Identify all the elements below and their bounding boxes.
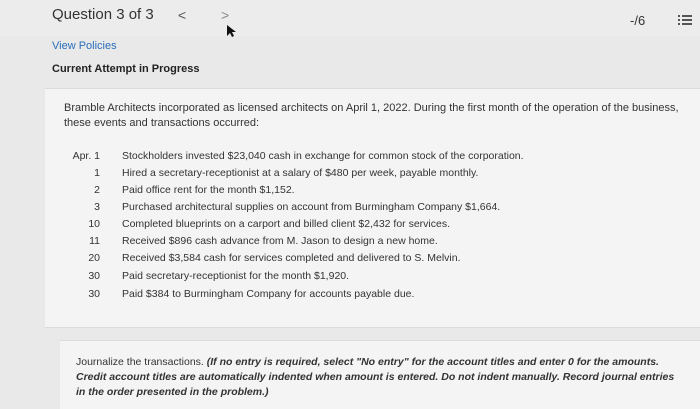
transaction-date: 10 xyxy=(88,218,100,230)
transaction-text: Hired a secretary-receptionist at a salary of $480 per week, payable monthly. xyxy=(122,167,479,179)
transaction-text: Completed blueprints on a carport and billed client $2,432 for services. xyxy=(122,218,451,230)
transaction-date: 2 xyxy=(94,184,100,196)
question-list-icon[interactable] xyxy=(678,14,692,26)
transaction-text: Paid office rent for the month $1,152. xyxy=(122,184,295,196)
transaction-date: 3 xyxy=(94,201,100,213)
question-title: Question 3 of 3 xyxy=(52,6,154,23)
score-display: -/6 xyxy=(630,13,646,28)
instructions-italic: (If no entry is required, select "No entry" for the account titles and enter 0 for the amounts. Credit account titles are automatically indented when amount is entered. Do not indent manually. Record journal entries in the order presented in the problem.) xyxy=(76,356,675,398)
mouse-cursor-icon xyxy=(226,24,238,38)
transaction-text: Stockholders invested $23,040 cash in exchange for common stock of the corporation. xyxy=(122,150,524,162)
instructions-text xyxy=(76,355,676,400)
transaction-date: 30 xyxy=(88,270,100,282)
transaction-text: Received $896 cash advance from M. Jason to design a new home. xyxy=(122,235,438,247)
transaction-text: Received $3,584 cash for services completed and delivered to S. Melvin. xyxy=(122,252,461,264)
transaction-text: Paid $384 to Burmingham Company for accounts payable due. xyxy=(122,288,415,300)
transaction-date: 1 xyxy=(94,167,100,179)
next-question-button[interactable]: > xyxy=(221,7,230,23)
transaction-date: Apr. 1 xyxy=(72,150,100,162)
view-policies-link[interactable]: View Policies xyxy=(52,40,117,52)
transaction-date: 11 xyxy=(89,235,100,247)
transaction-date: 20 xyxy=(88,252,100,264)
previous-question-button[interactable]: < xyxy=(178,7,187,23)
attempt-status: Current Attempt in Progress xyxy=(52,63,200,75)
transaction-text: Purchased architectural supplies on account from Burmingham Company $1,664. xyxy=(122,201,501,213)
problem-intro: Bramble Architects incorporated as licensed architects on April 1, 2022. During the first month of the operation of the business, these events and transactions occurred: xyxy=(64,102,679,129)
transaction-date: 30 xyxy=(88,288,100,300)
instructions-lead: Journalize the transactions. xyxy=(76,356,207,368)
transaction-text: Paid secretary-receptionist for the month $1,920. xyxy=(122,270,350,282)
